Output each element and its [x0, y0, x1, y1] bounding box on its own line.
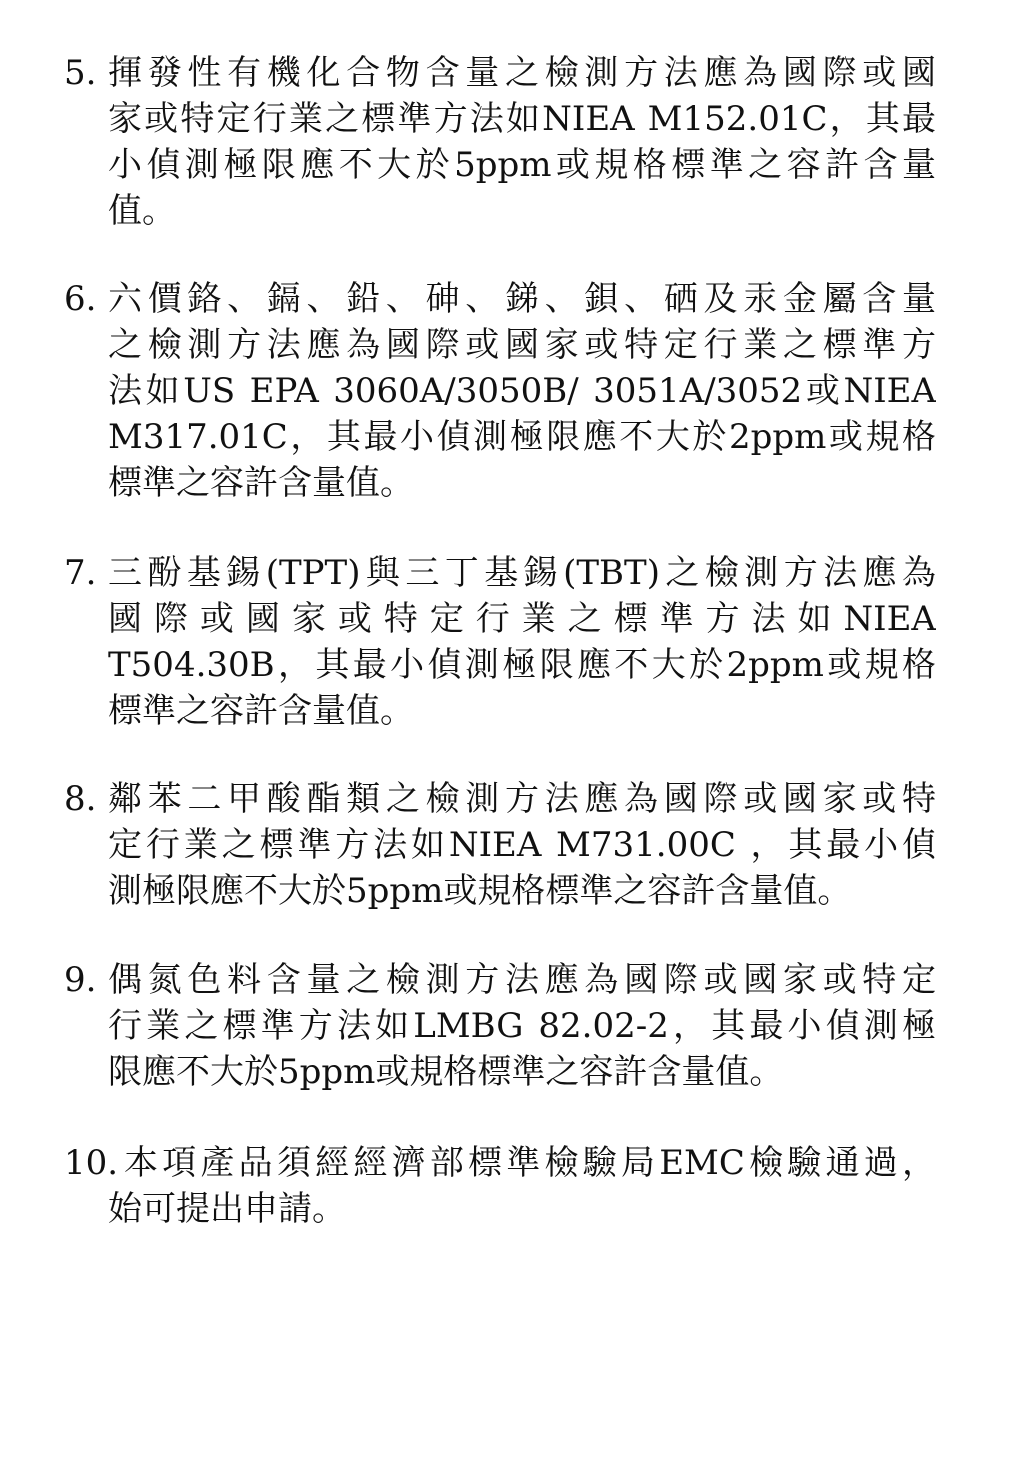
item-text-line: 揮發性有機化合物含量之檢測方法應為國際或國	[108, 53, 936, 93]
item-text-line: 偶氮色料含量之檢測方法應為國際或國家或特定	[108, 960, 936, 1000]
list-item-8	[64, 776, 944, 914]
list-item-7	[64, 550, 944, 734]
item-text-line: 國際或國家或特定行業之標準方法如NIEA	[108, 599, 936, 639]
item-number: 8.	[64, 779, 97, 819]
list-item-10	[64, 1140, 944, 1232]
item-text-line: T504.30B，其最小偵測極限應不大於2ppm或規格	[108, 645, 936, 685]
item-number: 6.	[64, 279, 97, 319]
list-item-9	[64, 957, 944, 1095]
list-item-5	[64, 50, 944, 234]
item-text-line: 限應不大於5ppm或規格標準之容許含量值。	[108, 1052, 784, 1092]
list-item-6	[64, 276, 944, 506]
item-text-line: 六價鉻、鎘、鉛、砷、銻、鋇、硒及汞金屬含量	[108, 279, 936, 319]
item-text-line: 值。	[108, 191, 176, 231]
item-text-line: 三酚基錫(TPT)與三丁基錫(TBT)之檢測方法應為	[108, 553, 936, 593]
item-text-line: 始可提出申請。	[108, 1189, 346, 1229]
item-text-line: 標準之容許含量值。	[108, 463, 414, 503]
item-text-line: 定行業之標準方法如NIEA M731.00C ，其最小偵	[108, 825, 936, 865]
item-number: 10.	[64, 1143, 119, 1183]
item-text-line: 小偵測極限應不大於5ppm或規格標準之容許含量	[108, 145, 936, 185]
item-text-line: 鄰苯二甲酸酯類之檢測方法應為國際或國家或特	[108, 779, 936, 819]
item-number: 5.	[64, 53, 97, 93]
item-text-line: 法如US EPA 3060A/3050B/ 3051A/3052或NIEA	[108, 371, 936, 411]
item-number: 9.	[64, 960, 97, 1000]
item-text-line: 家或特定行業之標準方法如NIEA M152.01C，其最	[108, 99, 936, 139]
item-text-line: 測極限應不大於5ppm或規格標準之容許含量值。	[108, 871, 852, 911]
item-number: 7.	[64, 553, 97, 593]
item-text-line: 行業之標準方法如LMBG 82.02-2，其最小偵測極	[108, 1006, 936, 1046]
item-text-line: M317.01C，其最小偵測極限應不大於2ppm或規格	[108, 417, 936, 457]
item-text-line: 之檢測方法應為國際或國家或特定行業之標準方	[108, 325, 936, 365]
item-text-line: 標準之容許含量值。	[108, 691, 414, 731]
item-text-line: 本項產品須經經濟部標準檢驗局EMC檢驗通過，	[124, 1143, 936, 1183]
